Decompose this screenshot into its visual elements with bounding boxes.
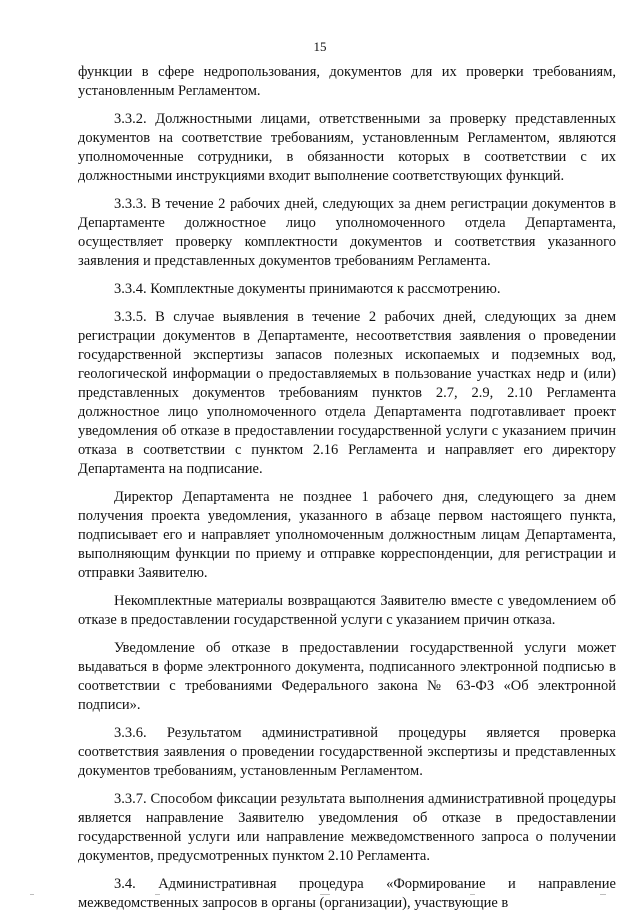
- paragraph-incomplete-materials: Некомплектные материалы возвращаются Заявителю вместе с уведомлением об отказе в предоставлении государственной услуги с указанием причин отказа.: [78, 593, 616, 628]
- paragraph-3-3-2: 3.3.2. Должностными лицами, ответственными за проверку представленных документов на соответствие требованиям, установленным Регламентом, являются уполномоченные сотрудники, в обязанности которых в соответствии с их должностными инструкциями входит выполнение соответствующих функций.: [78, 111, 616, 184]
- paragraph-3-3-3: 3.3.3. В течение 2 рабочих дней, следующих за днем регистрации документов в Департаменте должностное лицо уполномоченного отдела Департамента, осуществляет проверку комплектности документов и соответствия указанного заявления и представленных документов требованиям Регламента.: [78, 196, 616, 269]
- paragraph-continuation: функции в сфере недропользования, документов для их проверки требованиям, установленным Регламентом.: [78, 64, 616, 99]
- paragraph-3-3-7: 3.3.7. Способом фиксации результата выполнения административной процедуры является направление Заявителю уведомления об отказе в предоставлении государственной услуги или направление межведомственного запроса о получении документов, предусмотренных пунктом 2.10 Регламента.: [78, 791, 616, 864]
- document-body: [78, 63, 616, 913]
- page-number: 15: [313, 39, 327, 54]
- paragraph-electronic-notice: Уведомление об отказе в предоставлении государственной услуги может выдаваться в форме электронного документа, подписанного электронной подписью в соответствии с требованиями Федерального закона № 63-ФЗ «Об электронной подписи».: [78, 640, 616, 713]
- scan-artifact-marks: [0, 894, 640, 900]
- paragraph-3-3-5: 3.3.5. В случае выявления в течение 2 рабочих дней, следующих за днем регистрации документов в Департаменте, несоответствия заявления о проведении государственной экспертизы запасов полезных ископаемых и подземных вод, геологической информации о предоставляемых в пользование участках недр и (или) представленных документов требованиям пунктов 2.7, 2.9, 2.10 Регламента должностное лицо уполномоченного отдела Департамента подготавливает проект уведомления об отказе в предоставлении государственной услуги с указанием причин отказа в соответствии с пунктом 2.16 Регламента и направляет его директору Департамента на подписание.: [78, 309, 616, 477]
- paragraph-director: Директор Департамента не позднее 1 рабочего дня, следующего за днем получения проекта уведомления, указанного в абзаце первом настоящего пункта, подписывает его и направляет уполномоченным должностным лицам Департамента, выполняющим функции по приему и отправке корреспонденции, для регистрации и отправки Заявителю.: [78, 489, 616, 581]
- paragraph-3-3-4: 3.3.4. Комплектные документы принимаются к рассмотрению.: [114, 281, 501, 297]
- paragraph-3-4: 3.4. Административная процедура «Формирование и направление межведомственных запросов в органы (организации), участвующие в: [78, 876, 616, 911]
- paragraph-3-3-6: 3.3.6. Результатом административной процедуры является проверка соответствия заявления о проведении государственной экспертизы и представленных документов требованиям, установленным Регламентом.: [78, 725, 616, 779]
